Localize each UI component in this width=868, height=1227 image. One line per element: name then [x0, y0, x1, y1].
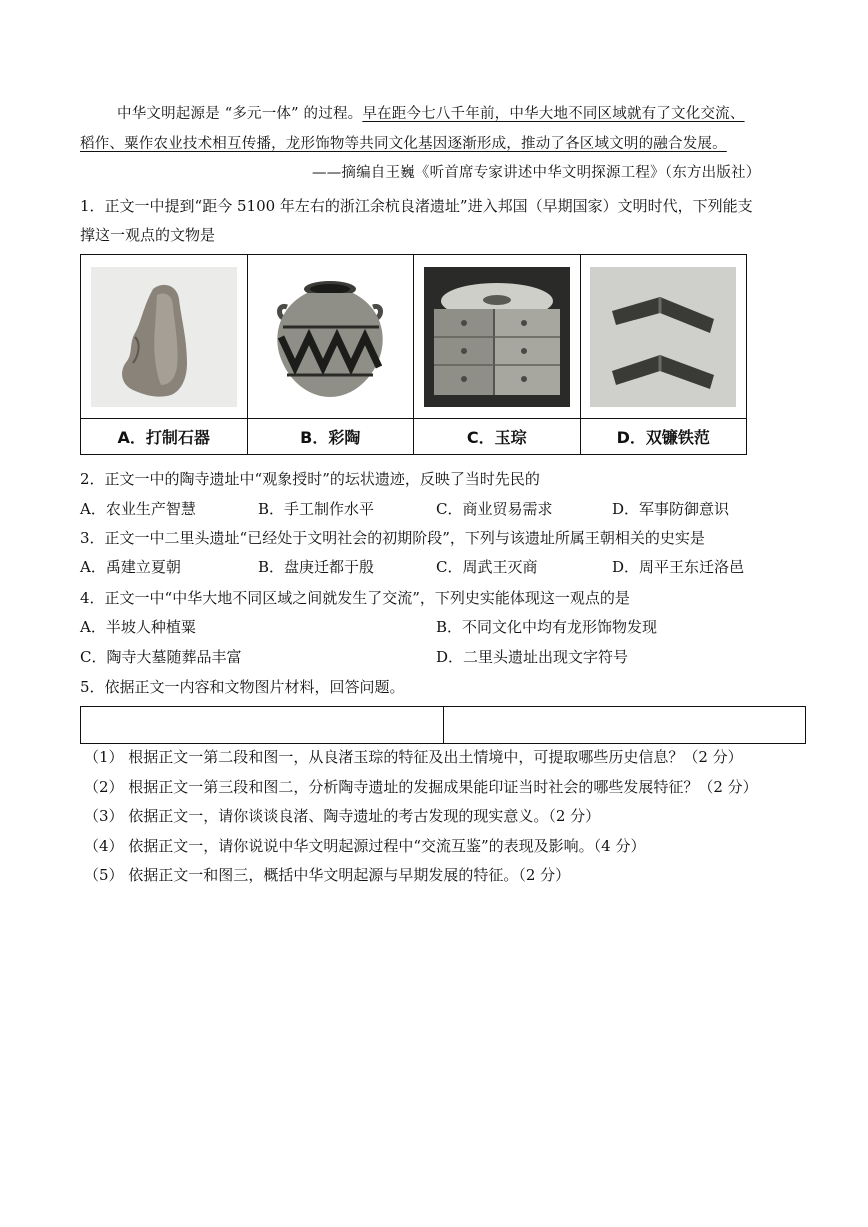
intro-line-2: 稻作、粟作农业技术相互传播，龙形饰物等共同文化基因逐渐形成，推动了各区域文明的融合发展。 [80, 136, 727, 152]
q5-stem: 5．依据正文一内容和文物图片材料，回答问题。 [80, 678, 405, 696]
q2-stem: 2．正文一中的陶寺遗址中“观象授时”的坛状遗迹，反映了当时先民的 [80, 470, 540, 488]
q4-option-a[interactable]: A．半坡人种植粟 [80, 618, 196, 636]
q5-sub-2: （2） 根据正文一第三段和图二，分析陶寺遗址的发掘成果能印证当时社会的哪些发展特征？（2 分） [84, 778, 758, 796]
artifact-label-b: B．彩陶 [300, 428, 361, 447]
q4-stem: 4．正文一中“中华大地不同区域之间就发生了交流”，下列史实能体现这一观点的是 [80, 589, 630, 607]
artifact-cell-d [581, 255, 747, 454]
q3-stem: 3．正文一中二里头遗址“已经处于文明社会的初期阶段”，下列与该遗址所属王朝相关的史实是 [80, 529, 705, 547]
artifact-label-d: D．双镰铁范 [616, 428, 710, 447]
intro-source: ——摘编自王巍《听首席专家讲述中华文明探源工程》（东方出版社） [312, 165, 761, 181]
painted-pottery-icon [257, 267, 403, 407]
q5-sub-4: （4） 依据正文一，请你说说中华文明起源过程中“交流互鉴”的表现及影响。（4 分） [84, 837, 646, 855]
answer-cell-right[interactable] [444, 707, 806, 743]
q4-option-b[interactable]: B．不同文化中均有龙形饰物发现 [436, 618, 658, 636]
artifact-label-c: C．玉琮 [466, 428, 527, 447]
q1-stem-line-2: 撑这一观点的文物是 [80, 226, 216, 244]
intro-underlined-text: 早在距今七八千年前，中华大地不同区域就有了文化交流、 [362, 106, 745, 122]
intro-plain-text: 中华文明起源是 “多元一体” 的过程。 [117, 106, 363, 122]
q2-option-d[interactable]: D．军事防御意识 [612, 500, 730, 518]
q2-option-b[interactable]: B．手工制作水平 [258, 500, 375, 518]
artifact-cell-a [81, 255, 248, 454]
intro-line-1 [117, 104, 745, 124]
q3-option-d[interactable]: D．周平王东迁洛邑 [612, 558, 745, 576]
artifact-label-a: A．打制石器 [117, 428, 210, 447]
q3-option-a[interactable]: A．禹建立夏朝 [80, 558, 181, 576]
q2-option-c[interactable]: C．商业贸易需求 [436, 500, 553, 518]
answer-table [80, 706, 806, 744]
artifact-cell-c [414, 255, 581, 454]
q4-option-d[interactable]: D．二里头遗址出现文字符号 [436, 648, 629, 666]
q1-stem-line-1: 1．正文一中提到“距今 5100 年左右的浙江余杭良渚遗址”进入邦国（早期国家）文明时代，下列能支 [80, 197, 753, 215]
q5-sub-1: （1） 根据正文一第二段和图一，从良渚玉琮的特征及出土情境中，可提取哪些历史信息？（2 分） [84, 748, 743, 766]
chipped-stone-tool-icon [91, 267, 237, 407]
q3-option-b[interactable]: B．盘庚迁都于殷 [258, 558, 375, 576]
q2-option-a[interactable]: A．农业生产智慧 [80, 500, 196, 518]
answer-cell-left[interactable] [81, 707, 444, 743]
q4-option-c[interactable]: C．陶寺大墓随葬品丰富 [80, 648, 242, 666]
iron-sickle-mold-icon [590, 267, 736, 407]
q5-sub-3: （3） 依据正文一，请你谈谈良渚、陶寺遗址的考古发现的现实意义。（2 分） [84, 807, 601, 825]
q5-sub-5: （5） 依据正文一和图三，概括中华文明起源与早期发展的特征。（2 分） [84, 866, 571, 884]
jade-cong-icon [424, 267, 570, 407]
q3-option-c[interactable]: C．周武王灭商 [436, 558, 538, 576]
artifact-table [80, 254, 747, 455]
artifact-cell-b [248, 255, 415, 454]
